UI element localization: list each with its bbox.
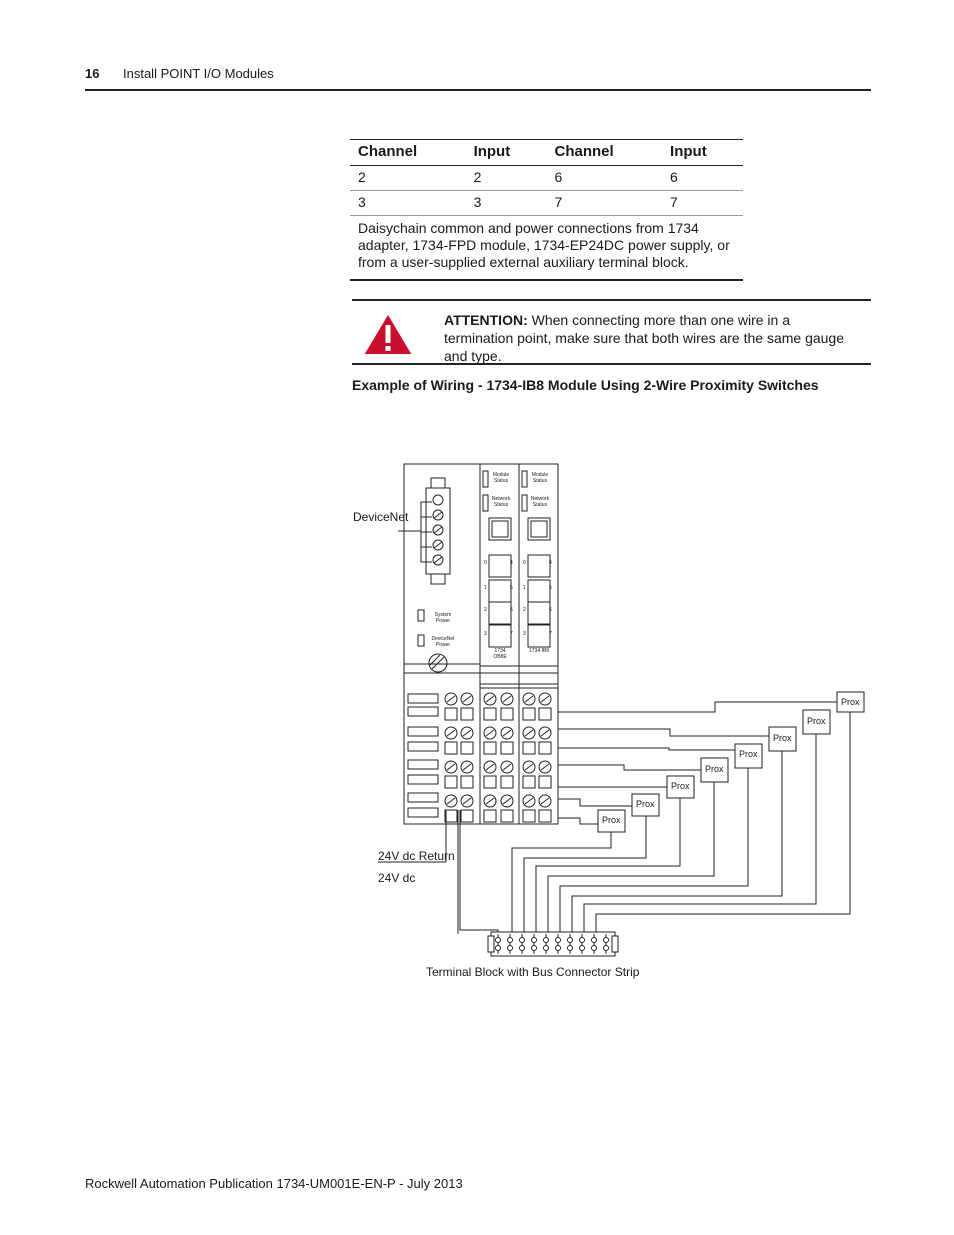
channel-number: 4 — [549, 560, 552, 566]
screw-slot — [463, 696, 471, 702]
tb-screw — [556, 946, 561, 951]
channel-number: 2 — [484, 607, 487, 613]
channel-number: 4 — [510, 560, 513, 566]
terminal-opening — [445, 810, 457, 822]
tb-screw — [544, 946, 549, 951]
terminal-opening — [523, 708, 535, 720]
terminal-opening — [445, 742, 457, 754]
screw-slot — [463, 764, 471, 770]
channel-number: 6 — [549, 607, 552, 613]
screw-slot — [525, 764, 533, 770]
terminal-opening — [523, 810, 535, 822]
terminal-opening — [484, 742, 496, 754]
return-wire — [596, 712, 850, 934]
module-name-label: 1734 IB8 — [528, 648, 550, 654]
tb-screw — [544, 938, 549, 943]
wire-ch2 — [558, 748, 749, 750]
module-status-label: Module Status — [492, 472, 510, 484]
tb-screw — [580, 946, 585, 951]
channel-number: 3 — [523, 631, 526, 637]
channel-number: 5 — [510, 585, 513, 591]
module-status-led — [522, 471, 527, 487]
connector-screws — [433, 495, 443, 565]
tb-screw — [520, 946, 525, 951]
terminal-opening — [539, 742, 551, 754]
channel-number: 2 — [523, 607, 526, 613]
table-header: Channel — [546, 140, 662, 166]
table-cell: 6 — [662, 166, 743, 191]
module-status-led — [483, 471, 488, 487]
tb-screw — [568, 938, 573, 943]
terminal-opening — [501, 776, 513, 788]
section-title: Install POINT I/O Modules — [123, 66, 274, 81]
terminal-opening — [501, 742, 513, 754]
prox-switches — [598, 692, 864, 832]
terminal-opening — [539, 810, 551, 822]
terminal-opening — [484, 810, 496, 822]
prox-label: Prox — [671, 781, 690, 791]
screw-slot — [463, 730, 471, 736]
attention-label: ATTENTION: — [444, 312, 528, 328]
prox-label: Prox — [739, 749, 758, 759]
terminal-block-label: Terminal Block with Bus Connector Strip — [426, 965, 640, 979]
terminal-opening — [484, 708, 496, 720]
wire-ch1 — [558, 729, 770, 736]
screw-slot — [447, 798, 455, 804]
system-power-led — [418, 610, 424, 621]
channel-led-block — [528, 625, 550, 647]
channel-number: 7 — [510, 631, 513, 637]
prox-label: Prox — [602, 815, 621, 825]
screw-slot — [486, 696, 494, 702]
return-wire — [524, 816, 646, 934]
table-cell: 7 — [546, 191, 662, 216]
terminal-block — [488, 932, 618, 956]
24v-return-label: 24V dc Return — [378, 849, 455, 863]
figure-title: Example of Wiring - 1734-IB8 Module Using 2-Wire Proximity Switches — [352, 377, 819, 393]
channel-led-block — [528, 555, 550, 577]
prox-label: Prox — [841, 697, 860, 707]
wire-ch3 — [558, 765, 702, 770]
channel-number: 1 — [523, 585, 526, 591]
page-footer: Rockwell Automation Publication 1734-UM001E-EN-P - July 2013 — [85, 1176, 463, 1191]
terminal-opening — [461, 742, 473, 754]
screw-slot — [447, 764, 455, 770]
channel-number: 0 — [484, 560, 487, 566]
terminal-opening — [501, 810, 513, 822]
io-assembly — [398, 464, 558, 824]
attention-message: When connecting more than one wire in a termination point, make sure that both wires are the same gauge and type. — [444, 312, 844, 364]
channel-led-block — [489, 580, 511, 602]
terminal-opening — [445, 708, 457, 720]
devicenet-power-led — [418, 635, 424, 646]
channel-number: 5 — [549, 585, 552, 591]
screw-slot — [525, 798, 533, 804]
channel-led-block — [489, 602, 511, 624]
table-cell: 3 — [350, 191, 466, 216]
terminal-opening — [445, 776, 457, 788]
table-header: Channel — [350, 140, 466, 166]
terminal-opening — [539, 776, 551, 788]
terminal-opening — [523, 776, 535, 788]
tb-screw — [592, 938, 597, 943]
terminal-opening — [461, 810, 473, 822]
wire-ch5 — [558, 799, 632, 806]
table-header: Input — [662, 140, 743, 166]
table-cell: 6 — [546, 166, 662, 191]
devicenet-wire — [404, 531, 432, 547]
module-status-label: Module Status — [531, 472, 549, 484]
module-name-label: 1734 OB8E — [493, 648, 507, 660]
wire-ch0 — [558, 702, 837, 712]
tb-screw — [520, 938, 525, 943]
network-status-label: Network Status — [491, 496, 511, 508]
tb-screw — [592, 946, 597, 951]
table-header: Input — [466, 140, 547, 166]
table-note: Daisychain common and power connections from 1734 adapter, 1734-FPD module, 1734-EP24DC power supply, or from a user-supplied external auxiliary terminal block. — [350, 216, 743, 281]
terminal-opening — [501, 708, 513, 720]
tb-screw — [496, 946, 501, 951]
channel-number: 7 — [549, 631, 552, 637]
base-label-slots — [408, 694, 438, 817]
screw-slot — [503, 764, 511, 770]
table-cell: 2 — [350, 166, 466, 191]
screw-slot — [541, 696, 549, 702]
screw-slot — [503, 730, 511, 736]
tb-screw — [532, 946, 537, 951]
tb-screw — [532, 938, 537, 943]
channel-number: 3 — [484, 631, 487, 637]
terminal-opening — [539, 708, 551, 720]
tb-screw — [556, 938, 561, 943]
adapter-base-strip — [404, 664, 480, 673]
network-status-led — [483, 495, 488, 511]
return-wire — [560, 768, 748, 934]
tb-screw — [568, 946, 573, 951]
terminal-opening — [461, 776, 473, 788]
tb-screw — [604, 946, 609, 951]
table-cell: 2 — [466, 166, 547, 191]
network-status-label: Network Status — [530, 496, 550, 508]
channel-led-block — [489, 625, 511, 647]
screw-slot — [525, 696, 533, 702]
tb-screw — [604, 938, 609, 943]
network-status-led — [522, 495, 527, 511]
tb-screw — [496, 938, 501, 943]
terminal-opening — [484, 776, 496, 788]
system-power-label: System Power — [434, 612, 452, 624]
screw-slot — [447, 696, 455, 702]
devicenet-label: DeviceNet — [353, 510, 409, 524]
screw-slot — [503, 798, 511, 804]
screw-slot — [503, 696, 511, 702]
prox-label: Prox — [807, 716, 826, 726]
tb-screw — [580, 938, 585, 943]
channel-led-block — [489, 555, 511, 577]
terminal-base-screws — [445, 693, 551, 822]
page-number: 16 — [85, 66, 100, 81]
tb-screw — [508, 946, 513, 951]
screw-slot — [541, 798, 549, 804]
wire-ch6 — [558, 818, 598, 824]
screw-slot — [525, 730, 533, 736]
devicenet-connector — [426, 488, 450, 574]
tb-screw — [508, 938, 513, 943]
screw-slot — [447, 730, 455, 736]
prox-label: Prox — [636, 799, 655, 809]
prox-label: Prox — [773, 733, 792, 743]
channel-led-block — [528, 602, 550, 624]
terminal-opening — [523, 742, 535, 754]
channel-number: 6 — [510, 607, 513, 613]
screw-slot — [541, 730, 549, 736]
table-cell: 3 — [466, 191, 547, 216]
channel-number: 1 — [484, 585, 487, 591]
return-wire — [584, 734, 816, 934]
24v-dc-label: 24V dc — [378, 871, 416, 885]
channel-number: 0 — [523, 560, 526, 566]
screw-slot — [486, 764, 494, 770]
devicenet-power-label: DeviceNet Power — [431, 636, 455, 648]
screw-slot — [486, 730, 494, 736]
screw-slot — [463, 798, 471, 804]
screw-slot — [541, 764, 549, 770]
channel-led-block — [528, 580, 550, 602]
table-cell: 7 — [662, 191, 743, 216]
screw-slot — [486, 798, 494, 804]
prox-label: Prox — [705, 764, 724, 774]
terminal-opening — [461, 708, 473, 720]
